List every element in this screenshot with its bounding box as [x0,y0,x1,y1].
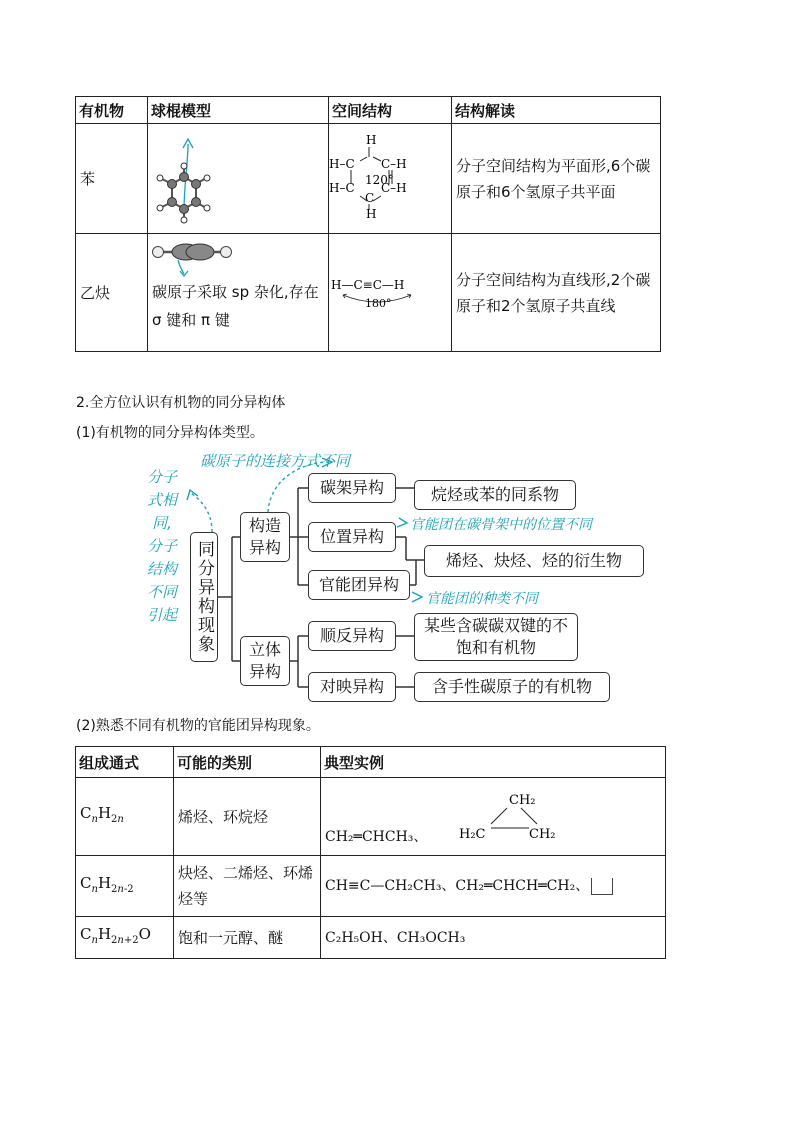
isomer-table [75,746,666,959]
col-header: 组成通式 [76,747,174,778]
svg-text:H—C≡C—H: H—C≡C—H [331,277,405,292]
col-header: 结构解读 [452,97,661,124]
col-header: 可能的类别 [174,747,321,778]
category-cell: 炔烃、二烯烃、环烯烃等 [174,856,321,917]
example-cell [321,856,666,917]
example-alkyne: CH≡C—CH₂CH₃、CH₂═CHCH═CH₂、 [325,878,590,894]
diagram-branch-structural: 构造异构 [240,512,290,562]
diagram-branch-stereo: 立体异构 [240,636,290,686]
diagram-left-note: 分子式相同,分子结构不同引起 [147,468,178,624]
diagram-example-enantiomer: 含手性碳原子的有机物 [414,672,610,702]
blank-box [591,878,613,895]
formula-cell: $C_nH_{2n}$ [76,778,174,856]
row-name-benzene: 苯 [76,124,148,234]
diagram-leaf-skeleton: 碳架异构 [308,473,396,503]
svg-text:120°: 120° [365,173,394,187]
diagram-leaf-functional: 官能团异构 [308,570,410,600]
diagram-root: 同分异构现象 [190,532,218,662]
svg-text:H: H [366,133,377,147]
formula-cell: $C_nH_{2n+2}O$ [76,917,174,959]
formula-cell: $C_nH_{2n-2}$ [76,856,174,917]
diagram-leaf-cistrans: 顺反异构 [308,621,396,651]
row-name-acetylene: 乙炔 [76,234,148,352]
col-header: 典型实例 [321,747,666,778]
diagram-example-functional: 烯烃、炔烃、烃的衍生物 [424,545,644,577]
diagram-note-position: 官能团在碳骨架中的位置不同 [410,517,592,533]
example-cell [321,778,666,856]
svg-text:CH₂: CH₂ [509,793,536,808]
diagram-example-cistrans: 某些含碳碳双键的不饱和有机物 [414,613,578,661]
category-cell: 饱和一元醇、醚 [174,917,321,959]
diagram-top-note: 碳原子的连接方式不同 [200,452,351,470]
svg-text:180°: 180° [365,296,392,310]
acetylene-desc: 分子空间结构为直线形,2个碳原子和2个氢原子共直线 [452,234,661,352]
diagram-leaf-position: 位置异构 [308,522,396,552]
example-propene: CH₂═CHCH₃、 [325,829,428,845]
col-header: 有机物 [76,97,148,124]
diagram-example-skeleton: 烷烃或苯的同系物 [414,480,576,510]
subsection-1: (1)有机物的同分异构体类型。 [76,425,264,441]
svg-text:CH₂: CH₂ [529,827,556,842]
category-cell: 烯烃、环烷烃 [174,778,321,856]
benzene-desc: 分子空间结构为平面形,6个碳原子和6个氢原子共平面 [452,124,661,234]
col-header: 球棍模型 [148,97,329,124]
cyclopropane-diagram [459,784,569,852]
svg-text:C: C [365,191,375,205]
col-header: 空间结构 [329,97,452,124]
acetylene-model-note: 碳原子采取 sp 杂化,存在 σ 键和 π 键 [152,283,319,329]
svg-text:H₂C: H₂C [459,827,486,842]
svg-text:C–H: C–H [381,157,407,171]
diagram-leaf-enantiomer: 对映异构 [308,672,396,702]
diagram-note-functional: 官能团的种类不同 [426,591,538,607]
svg-text:C–H: C–H [381,181,407,195]
svg-text:H–C: H–C [329,181,355,195]
subsection-2: (2)熟悉不同有机物的官能团异构现象。 [76,718,320,734]
example-cell: C₂H₅OH、CH₃OCH₃ [321,917,666,959]
svg-text:H: H [366,207,377,221]
section-title: 2.全方位认识有机物的同分异构体 [76,395,286,411]
svg-text:H–C: H–C [329,157,355,171]
